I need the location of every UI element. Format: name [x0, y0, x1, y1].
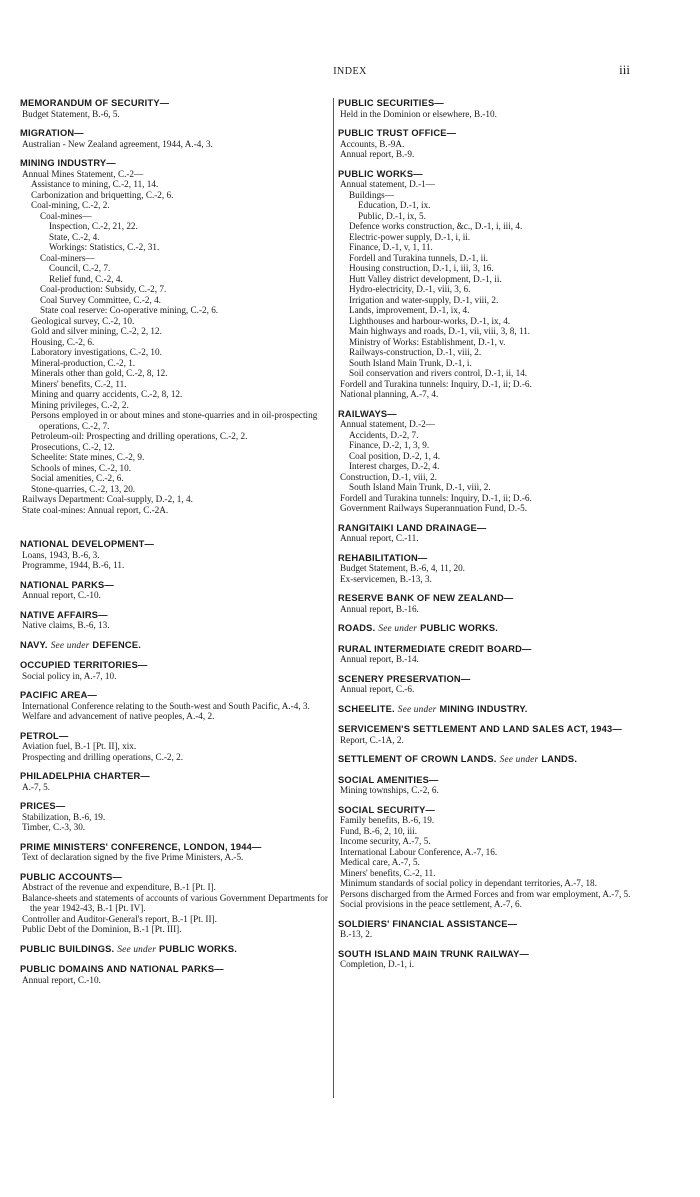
entry-heading-text: RURAL INTERMEDIATE CREDIT BOARD—: [338, 643, 532, 654]
entry-heading-text: SETTLEMENT OF CROWN LANDS.: [338, 754, 497, 764]
entry-subline: International Labour Conference, A.-7, 16.: [340, 846, 498, 857]
entry-subline: Coal-mines—: [40, 210, 92, 221]
entry-heading-text: ROADS.: [338, 623, 376, 633]
entry-subline: Loans, 1943, B.-6, 3.: [22, 549, 100, 560]
entry-subline: South Island Main Trunk, D.-1, viii, 2.: [349, 482, 491, 492]
see-under-text: See under: [117, 944, 157, 955]
entry-subline: Miners' benefits, C.-2, 11.: [340, 867, 436, 878]
entry-subline: Annual report, B.-14.: [340, 654, 419, 664]
entry-heading: [338, 169, 676, 180]
entry-subline: Buildings—: [349, 189, 394, 200]
entry-subline: National planning, A.-7, 4.: [340, 389, 439, 399]
entry-subline: Mining townships, C.-2, 6.: [340, 785, 439, 795]
index-entry: [338, 919, 676, 940]
entry-subline: Defence works construction, &c., D.-1, i, iii, 4.: [349, 221, 523, 231]
entry-subline: Minerals other than gold, C.-2, 8, 12.: [31, 368, 168, 378]
entry-subline: Scheelite: State mines, C.-2, 9.: [31, 452, 145, 462]
entry-heading: [20, 872, 333, 883]
entry-subline: Annual report, C.-11.: [340, 533, 419, 543]
entry-heading-text: REHABILITATION—: [338, 552, 428, 563]
entry-subline: Stone-quarries, C.-2, 13, 20.: [31, 483, 136, 494]
entry-subline: Family benefits, B.-6, 19.: [340, 815, 435, 825]
entry-subline: Annual statement, D.-1—: [340, 179, 435, 189]
entry-heading: [338, 754, 676, 766]
entry-subline: Fordell and Turakina tunnels, D.-1, ii.: [349, 252, 489, 263]
entry-subline: Persons employed in or about mines and stone-quarries and in oil-prospecting operations, C.-2, 7.: [31, 410, 318, 431]
entry-heading: [20, 539, 333, 550]
entry-heading-text: RAILWAYS—: [338, 408, 397, 419]
entry-heading-text: OCCUPIED TERRITORIES—: [20, 660, 148, 670]
entry-heading-text: PUBLIC DOMAINS AND NATIONAL PARKS—: [20, 964, 224, 974]
index-entry: [20, 872, 333, 935]
entry-subline: Prospecting and drilling operations, C.-2, 2.: [22, 751, 184, 762]
entry-heading-text: PACIFIC AREA—: [20, 690, 97, 700]
cross-reference: PUBLIC WORKS.: [420, 623, 499, 633]
cross-reference: PUBLIC WORKS.: [159, 943, 238, 954]
entry-subline: Annual report, C.-10.: [22, 590, 101, 600]
entry-subline: International Conference relating to the South-west and South Pacific, A.-4, 3.: [22, 700, 310, 711]
index-entry: [338, 623, 676, 635]
column-divider: [333, 98, 334, 1098]
entry-heading: [20, 771, 333, 782]
entry-subline: Soil conservation and rivers control, D.-1, ii, 14.: [349, 368, 528, 378]
entry-subline: Controller and Auditor-General's report, B.-1 [Pt. II].: [22, 913, 217, 924]
entry-subline: Aviation fuel, B.-1 [Pt. II], xix.: [22, 741, 137, 751]
entry-subline: Mineral-production, C.-2, 1.: [31, 357, 136, 368]
entry-heading-text: SOCIAL AMENITIES—: [338, 774, 439, 785]
entry-heading-text: PETROL—: [20, 730, 69, 741]
index-entry: [20, 964, 333, 985]
entry-subline: Prosecutions, C.-2, 12.: [31, 441, 115, 452]
entry-subline: Interest charges, D.-2, 4.: [349, 461, 440, 471]
entry-subline: Electric-power supply, D.-1, i, ii.: [349, 231, 471, 242]
index-entry: [20, 944, 333, 956]
entry-subline: Native claims, B.-6, 13.: [22, 620, 110, 630]
index-entry: [338, 949, 676, 970]
entry-subline: Finance, D.-1, v, 1, 11.: [349, 242, 433, 252]
entry-heading: [20, 128, 333, 139]
entry-subline: Completion, D.-1, i.: [340, 959, 415, 969]
index-entry: [20, 690, 333, 722]
entry-heading: [338, 623, 676, 635]
entry-subline: Railways Department: Coal-supply, D.-2, 1, 4.: [22, 494, 193, 504]
entry-subline: Budget Statement, B.-6, 4, 11, 20.: [340, 563, 465, 573]
index-entry: [20, 128, 333, 149]
entry-subline: Council, C.-2, 7.: [49, 263, 111, 273]
entry-subline: Report, C.-1A, 2.: [340, 734, 404, 745]
cross-reference: DEFENCE.: [92, 639, 142, 650]
entry-heading-text: MIGRATION—: [20, 128, 84, 138]
entry-heading-text: NATIONAL PARKS—: [20, 579, 114, 590]
entry-subline: Inspection, C.-2, 21, 22.: [49, 221, 138, 231]
entry-subline: Text of declaration signed by the five Prime Ministers, A.-5.: [22, 852, 244, 862]
entry-subline: Annual Mines Statement, C.-2—: [22, 168, 144, 179]
entry-subline: Accounts, B.-9A.: [340, 138, 405, 149]
entry-subline: Minimum standards of social policy in dependant territories, A.-7, 18.: [340, 878, 597, 888]
entry-heading: [338, 98, 676, 109]
index-entry: [20, 539, 333, 571]
index-column-right: [338, 98, 676, 979]
index-entry: [20, 610, 333, 631]
entry-subline: B.-13, 2.: [340, 929, 373, 939]
page-number: iii: [619, 62, 630, 77]
see-under-text: See under: [50, 640, 90, 651]
entry-heading-text: SERVICEMEN'S SETTLEMENT AND LAND SALES ACT, 1943—: [338, 724, 622, 734]
entry-heading: [20, 610, 333, 621]
index-entry: [20, 660, 333, 681]
entry-subline: Miners' benefits, C.-2, 11.: [31, 378, 127, 389]
entry-subline: Accidents, D.-2, 7.: [349, 429, 419, 440]
entry-subline: Fordell and Turakina tunnels: Inquiry, D.-1, ii; D.-6.: [340, 492, 532, 503]
entry-heading-text: PRIME MINISTERS' CONFERENCE, LONDON, 1944—: [20, 841, 262, 852]
entry-heading-text: RANGITAIKI LAND DRAINAGE—: [338, 522, 487, 533]
entry-subline: Ex-servicemen, B.-13, 3.: [340, 573, 432, 584]
entry-subline: Income security, A.-7, 5.: [340, 836, 431, 846]
index-entry: [20, 98, 333, 119]
index-entry: [20, 771, 333, 792]
entry-subline: Budget Statement, B.-6, 5.: [22, 108, 120, 119]
entry-subline: A.-7, 5.: [22, 781, 51, 792]
entry-heading-text: MEMORANDUM OF SECURITY—: [20, 98, 170, 108]
entry-heading: [20, 944, 333, 956]
page-title: INDEX: [333, 66, 367, 77]
index-entry: [20, 731, 333, 763]
entry-subline: Social amenities, C.-2, 6.: [31, 473, 124, 483]
entry-heading-text: SOLDIERS' FINANCIAL ASSISTANCE—: [338, 918, 518, 929]
entry-subline: Welfare and advancement of native peoples, A.-4, 2.: [22, 711, 215, 721]
entry-subline: Abstract of the revenue and expenditure, B.-1 [Pt. I].: [22, 882, 216, 892]
entry-subline: Construction, D.-1, viii, 2.: [340, 471, 437, 482]
entry-heading-text: PUBLIC TRUST OFFICE—: [338, 128, 457, 138]
entry-subline: Schools of mines, C.-2, 10.: [31, 462, 132, 473]
index-entry: [338, 128, 676, 160]
entry-heading-text: PUBLIC SECURITIES—: [338, 98, 444, 108]
entry-subline: Coal-mining, C.-2, 2.: [31, 200, 110, 210]
index-entry: [20, 640, 333, 652]
entry-subline: State coal-mines: Annual report, C.-2A.: [22, 504, 169, 515]
entry-subline: Lands, improvement, D.-1, ix, 4.: [349, 305, 470, 315]
entry-heading: [338, 644, 676, 655]
entry-heading-text: RESERVE BANK OF NEW ZEALAND—: [338, 593, 514, 603]
entry-heading-text: NATIVE AFFAIRS—: [20, 609, 108, 620]
entry-heading-text: SOUTH ISLAND MAIN TRUNK RAILWAY—: [338, 948, 529, 959]
entry-heading-text: SOCIAL SECURITY—: [338, 804, 436, 815]
entry-heading: [338, 523, 676, 534]
entry-subline: Relief fund, C.-2, 4.: [49, 273, 123, 284]
entry-heading: [20, 640, 333, 652]
entry-heading-text: SCENERY PRESERVATION—: [338, 673, 471, 684]
entry-subline: Coal-miners—: [40, 252, 95, 263]
entry-subline: Gold and silver mining, C.-2, 2, 12.: [31, 326, 162, 336]
entry-heading: [20, 731, 333, 742]
entry-heading-text: PUBLIC BUILDINGS.: [20, 943, 115, 954]
index-entry: [338, 724, 676, 745]
index-entry: [20, 580, 333, 601]
entry-subline: Coal position, D.-2, 1, 4.: [349, 450, 441, 461]
entry-heading: [338, 409, 676, 420]
entry-subline: Timber, C.-3, 30.: [22, 822, 86, 832]
entry-subline: Held in the Dominion or elsewhere, B.-10.: [340, 108, 497, 119]
entry-subline: Laboratory investigations, C.-2, 10.: [31, 347, 162, 357]
index-entry: [338, 754, 676, 766]
see-under-text: See under: [397, 704, 437, 715]
entry-subline: Housing, C.-2, 6.: [31, 336, 95, 347]
entry-subline: Railways-construction, D.-1, viii, 2.: [349, 347, 482, 357]
cross-reference: MINING INDUSTRY.: [439, 703, 528, 714]
entry-heading: [338, 919, 676, 930]
index-entry: [338, 674, 676, 695]
entry-heading: [338, 704, 676, 716]
entry-subline: Medical care, A.-7, 5.: [340, 857, 420, 867]
entry-subline: Workings: Statistics, C.-2, 31.: [49, 242, 160, 252]
entry-subline: Main highways and roads, D.-1, vii, viii, 3, 8, 11.: [349, 326, 531, 336]
entry-heading: [20, 98, 333, 109]
entry-subline: Programme, 1944, B.-6, 11.: [22, 560, 125, 570]
entry-heading: [338, 553, 676, 564]
index-entry: [338, 704, 676, 716]
entry-subline: Coal-production: Subsidy, C.-2, 7.: [40, 284, 167, 294]
entry-subline: Social policy in, A.-7, 10.: [22, 670, 117, 681]
entry-heading: [338, 724, 676, 735]
entry-subline: Lighthouses and harbour-works, D.-1, ix, 4.: [349, 315, 511, 326]
entry-subline: Education, D.-1, ix.: [358, 200, 431, 210]
entry-heading-text: NATIONAL DEVELOPMENT—: [20, 539, 155, 549]
entry-subline: Australian - New Zealand agreement, 1944, A.-4, 3.: [22, 138, 213, 149]
entry-heading-text: PUBLIC WORKS—: [338, 168, 423, 179]
entry-subline: Mining and quarry accidents, C.-2, 8, 12.: [31, 389, 183, 399]
entry-heading-text: SCHEELITE.: [338, 703, 395, 714]
entry-heading: [20, 690, 333, 701]
entry-heading-text: PUBLIC ACCOUNTS—: [20, 871, 123, 882]
see-under-text: See under: [499, 755, 539, 765]
entry-subline: Ministry of Works: Establishment, D.-1, v.: [349, 336, 506, 347]
entry-heading: [338, 674, 676, 685]
entry-subline: Annual report, C.-6.: [340, 684, 415, 694]
index-entry: [20, 801, 333, 833]
index-entry: [338, 805, 676, 910]
index-entry: [338, 409, 676, 514]
entry-subline: Mining privileges, C.-2, 2.: [31, 399, 129, 410]
entry-heading: [338, 805, 676, 816]
entry-subline: Annual report, B.-16.: [340, 603, 419, 614]
entry-subline: Social provisions in the peace settlement, A.-7, 6.: [340, 899, 522, 909]
entry-heading: [20, 842, 333, 853]
index-entry: [20, 842, 333, 863]
entry-subline: Carbonization and briquetting, C.-2, 6.: [31, 189, 174, 200]
entry-heading: [20, 801, 333, 812]
entry-subline: Housing construction, D.-1, i, iii, 3, 16.: [349, 263, 494, 273]
entry-heading: [20, 580, 333, 591]
entry-subline: Assistance to mining, C.-2, 11, 14.: [31, 179, 159, 189]
entry-heading-text: PRICES—: [20, 801, 66, 811]
cross-reference: LANDS.: [541, 754, 578, 764]
entry-heading: [338, 128, 676, 139]
entry-subline: Annual statement, D.-2—: [340, 419, 435, 429]
entry-heading-text: NAVY.: [20, 639, 48, 650]
entry-subline: State, C.-2, 4.: [49, 231, 100, 242]
entry-subline: Balance-sheets and statements of accounts of various Government Departments for the year 1942-43, B.-1 [Pt. IV].: [22, 892, 328, 913]
index-column-left: [20, 98, 333, 994]
entry-subline: Hutt Valley district development, D.-1, ii.: [349, 273, 502, 284]
entry-subline: Hydro-electricity, D.-1, viii, 3, 6.: [349, 284, 471, 294]
entry-heading: [338, 949, 676, 960]
entry-heading-text: PHILADELPHIA CHARTER—: [20, 771, 150, 781]
entry-subline: Finance, D.-2, 1, 3, 9.: [349, 440, 430, 450]
entry-heading: [338, 775, 676, 786]
entry-heading: [20, 158, 333, 169]
entry-subline: Geological survey, C.-2, 10.: [31, 315, 135, 326]
entry-subline: Irrigation and water-supply, D.-1, viii, 2.: [349, 294, 499, 305]
index-entry: [338, 553, 676, 585]
index-entry: [338, 523, 676, 544]
index-entry: [338, 644, 676, 665]
see-under-text: See under: [378, 624, 418, 634]
index-entry: [338, 593, 676, 614]
entry-subline: Annual report, C.-10.: [22, 974, 101, 985]
entry-subline: Public Debt of the Dominion, B.-1 [Pt. III].: [22, 924, 182, 934]
index-entry: [338, 169, 676, 400]
entry-heading: [20, 964, 333, 975]
entry-heading: [20, 660, 333, 671]
index-entry: [20, 158, 333, 515]
index-entry: [338, 775, 676, 796]
entry-heading-text: MINING INDUSTRY—: [20, 158, 116, 168]
entry-subline: Coal Survey Committee, C.-2, 4.: [40, 294, 161, 305]
page-header: [0, 62, 700, 82]
entry-subline: State coal reserve: Co-operative mining, C.-2, 6.: [40, 305, 219, 315]
entry-subline: Stabilization, B.-6, 19.: [22, 811, 106, 822]
entry-subline: South Island Main Trunk, D.-1, i.: [349, 357, 472, 368]
entry-subline: Fund, B.-6, 2, 10, iii.: [340, 825, 418, 836]
entry-subline: Public, D.-1, ix, 5.: [358, 210, 426, 221]
entry-subline: Petroleum-oil: Prospecting and drilling operations, C.-2, 2.: [31, 431, 248, 441]
entry-heading: [338, 593, 676, 604]
entry-subline: Fordell and Turakina tunnels: Inquiry, D.-1, ii; D.-6.: [340, 378, 532, 389]
entry-subline: Persons discharged from the Armed Forces and from war employment, A.-7, 5.: [340, 888, 631, 899]
index-entry: [338, 98, 676, 119]
entry-subline: Government Railways Superannuation Fund, D.-5.: [340, 503, 528, 513]
entry-subline: Annual report, B.-9.: [340, 149, 415, 159]
